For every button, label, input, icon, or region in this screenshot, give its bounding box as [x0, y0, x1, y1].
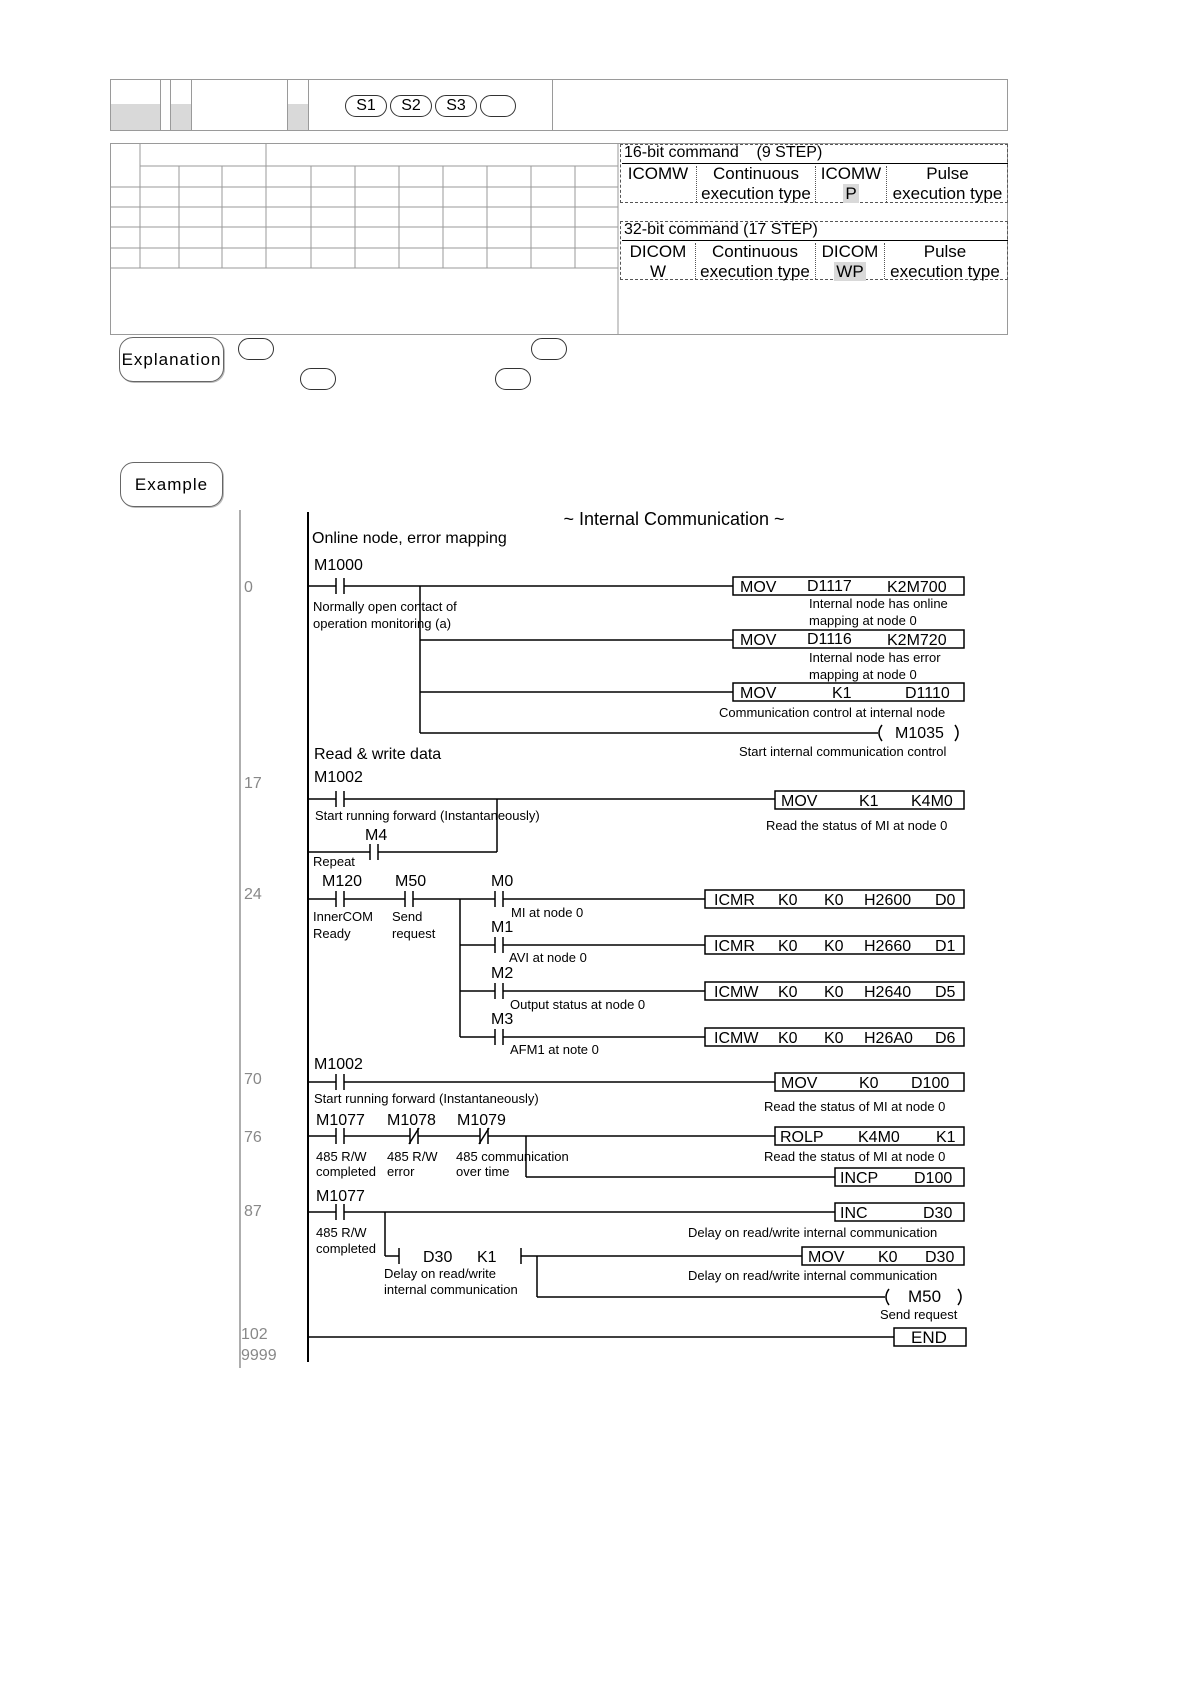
cmd16-continuous-name: ICOMW [627, 164, 689, 183]
instr-op: H2660 [864, 938, 912, 955]
instr-comment: Delay on read/write internal communication [688, 1268, 938, 1283]
instr-comment: Internal node has online [809, 596, 948, 611]
section-label: Read & write data [314, 746, 442, 763]
contact-label: M120 [322, 873, 363, 890]
coil-comment: Start internal communication control [739, 744, 947, 759]
contact-note: error [387, 1164, 415, 1179]
cmd32-continuous-name-1: DICOM [629, 242, 687, 261]
cmd16-continuous-label-2: execution type [701, 184, 811, 203]
instr-op: D100 [911, 1075, 950, 1092]
instr-op: ICMR [714, 938, 755, 955]
instr-op: D1110 [905, 685, 950, 702]
cmd16-continuous-label-1: Continuous [712, 164, 799, 183]
contact-label: M1077 [316, 1188, 365, 1205]
instr-op: K0 [778, 892, 798, 909]
cmd16-pulse-label-2: execution type [892, 184, 1003, 203]
step-number: 70 [244, 1071, 262, 1088]
instr-op: H2640 [864, 984, 912, 1001]
step-number: 76 [244, 1129, 262, 1146]
coil-label: M50 [908, 1287, 942, 1306]
compare-note: Delay on read/write [384, 1266, 496, 1281]
cmd32-continuous-name-2: W [649, 262, 667, 281]
instr-comment: Communication control at internal node [719, 705, 946, 720]
contact-note: 485 communication [456, 1149, 569, 1164]
contact-label: M4 [365, 827, 388, 844]
instr-comment: Read the status of MI at node 0 [766, 818, 948, 833]
cmd16-pulse-label-1: Pulse [926, 164, 969, 183]
cmd32-pulse-suffix: WP [836, 262, 864, 281]
contact-label: M2 [491, 965, 514, 982]
instr-op: H2600 [864, 892, 912, 909]
explanation-button[interactable]: Explanation [119, 337, 224, 382]
instr-op: K0 [824, 1030, 844, 1047]
contact-label: M1002 [314, 1056, 363, 1073]
instr-op: MOV [781, 1075, 818, 1092]
instr-op: H26A0 [864, 1030, 913, 1047]
end-instruction: END [911, 1328, 947, 1347]
contact-label: M1077 [316, 1112, 365, 1129]
instr-op: MOV [740, 685, 777, 702]
cmd32-pulse-label-1: Pulse [923, 242, 967, 261]
contact-label: M1 [491, 919, 514, 936]
contact-label: M50 [395, 873, 427, 890]
instr-op: ROLP [780, 1129, 824, 1146]
instr-op: K2M700 [887, 579, 947, 596]
operand-s3-label: S3 [446, 97, 466, 114]
instr-comment: mapping at node 0 [809, 613, 917, 628]
step-number: 9999 [241, 1347, 277, 1364]
instr-op: K2M720 [887, 632, 947, 649]
contact-label: M1078 [387, 1112, 436, 1129]
instr-op: K0 [824, 984, 844, 1001]
step-number: 87 [244, 1203, 262, 1220]
instr-op: K1 [859, 793, 879, 810]
contact-note: InnerCOM [313, 909, 373, 924]
instr-op: D1116 [807, 631, 852, 648]
coil-label: M1035 [895, 725, 944, 742]
instr-op: D100 [914, 1170, 953, 1187]
cmd32-pulse-name-1: DICOM [821, 242, 879, 261]
cmd32-pulse-label-2: execution type [890, 262, 1000, 281]
instr-op: K0 [778, 1030, 798, 1047]
instr-op: D1 [935, 938, 956, 955]
instr-op: K0 [878, 1249, 898, 1266]
cmd32-title: 32-bit command (17 STEP) [624, 221, 818, 238]
instr-comment: Read the status of MI at node 0 [764, 1149, 946, 1164]
contact-label: M0 [491, 873, 514, 890]
operand-s2-label: S2 [401, 97, 421, 114]
contact-note: AVI at node 0 [509, 950, 587, 965]
coil-comment: Send request [880, 1307, 958, 1322]
instr-op: MOV [781, 793, 818, 810]
cmd16-pulse-name-1: ICOMW [820, 164, 882, 183]
step-number: 24 [244, 886, 262, 903]
instr-comment: Read the status of MI at node 0 [764, 1099, 946, 1114]
contact-note: 485 R/W [387, 1149, 438, 1164]
instr-op: INCP [840, 1170, 879, 1187]
instr-op: K1 [936, 1129, 956, 1146]
instr-comment: Internal node has error [809, 650, 941, 665]
instr-op: K1 [832, 685, 852, 702]
cmd16-pulse-suffix: P [845, 184, 857, 203]
instr-op: MOV [808, 1249, 845, 1266]
instr-op: K0 [859, 1075, 879, 1092]
compare-op: D30 [423, 1249, 453, 1266]
operand-s1-label: S1 [356, 97, 376, 114]
example-button[interactable]: Example [120, 462, 223, 507]
instr-op: K0 [778, 938, 798, 955]
instr-op: ICMR [714, 892, 755, 909]
contact-label: M1000 [314, 557, 363, 574]
step-number: 0 [244, 579, 253, 596]
contact-note: over time [456, 1164, 510, 1179]
contact-note: 485 R/W [316, 1149, 367, 1164]
instr-op: ICMW [714, 984, 759, 1001]
instr-op: MOV [740, 579, 777, 596]
cmd32-continuous-label-2: execution type [700, 262, 810, 281]
contact-note: completed [316, 1164, 376, 1179]
instr-op: D30 [925, 1249, 955, 1266]
contact-note: Send [392, 909, 423, 924]
contact-note: Ready [313, 926, 351, 941]
step-number: 102 [241, 1326, 268, 1343]
contact-note: Start running forward (Instantaneously) [315, 808, 540, 823]
cmd16-title: 16-bit command (9 STEP) [624, 144, 823, 161]
compare-op: K1 [477, 1249, 497, 1266]
contact-note: Start running forward (Instantaneously) [314, 1091, 539, 1106]
contact-note: 485 R/W [316, 1225, 367, 1240]
instr-op: D6 [935, 1030, 956, 1047]
section-label: Online node, error mapping [312, 530, 507, 547]
contact-note: Normally open contact of [313, 599, 457, 614]
instr-op: K0 [824, 892, 844, 909]
contact-note: request [392, 926, 436, 941]
ladder-title: ~ Internal Communication ~ [563, 509, 785, 529]
instr-op: MOV [740, 632, 777, 649]
instr-op: K0 [824, 938, 844, 955]
instr-op: D1117 [807, 578, 852, 595]
instr-op: D30 [923, 1205, 953, 1222]
compare-note: internal communication [384, 1282, 518, 1297]
contact-note: completed [316, 1241, 376, 1256]
contact-note: operation monitoring (a) [313, 616, 452, 631]
instr-comment: Delay on read/write internal communication [688, 1225, 938, 1240]
contact-label: M1002 [314, 769, 363, 786]
contact-note: AFM1 at note 0 [510, 1042, 599, 1057]
contact-note: Repeat [313, 854, 355, 869]
instr-op: D5 [935, 984, 956, 1001]
instr-op: K4M0 [911, 793, 953, 810]
instr-op: ICMW [714, 1030, 759, 1047]
contact-label: M1079 [457, 1112, 506, 1129]
contact-note: Output status at node 0 [510, 997, 646, 1012]
cmd32-continuous-label-1: Continuous [711, 242, 798, 261]
instr-comment: mapping at node 0 [809, 667, 917, 682]
instr-op: INC [840, 1205, 868, 1222]
contact-label: M3 [491, 1011, 514, 1028]
instr-op: K0 [778, 984, 798, 1001]
instr-op: D0 [935, 892, 956, 909]
contact-note: MI at node 0 [511, 905, 584, 920]
step-number: 17 [244, 775, 262, 792]
instr-op: K4M0 [858, 1129, 900, 1146]
